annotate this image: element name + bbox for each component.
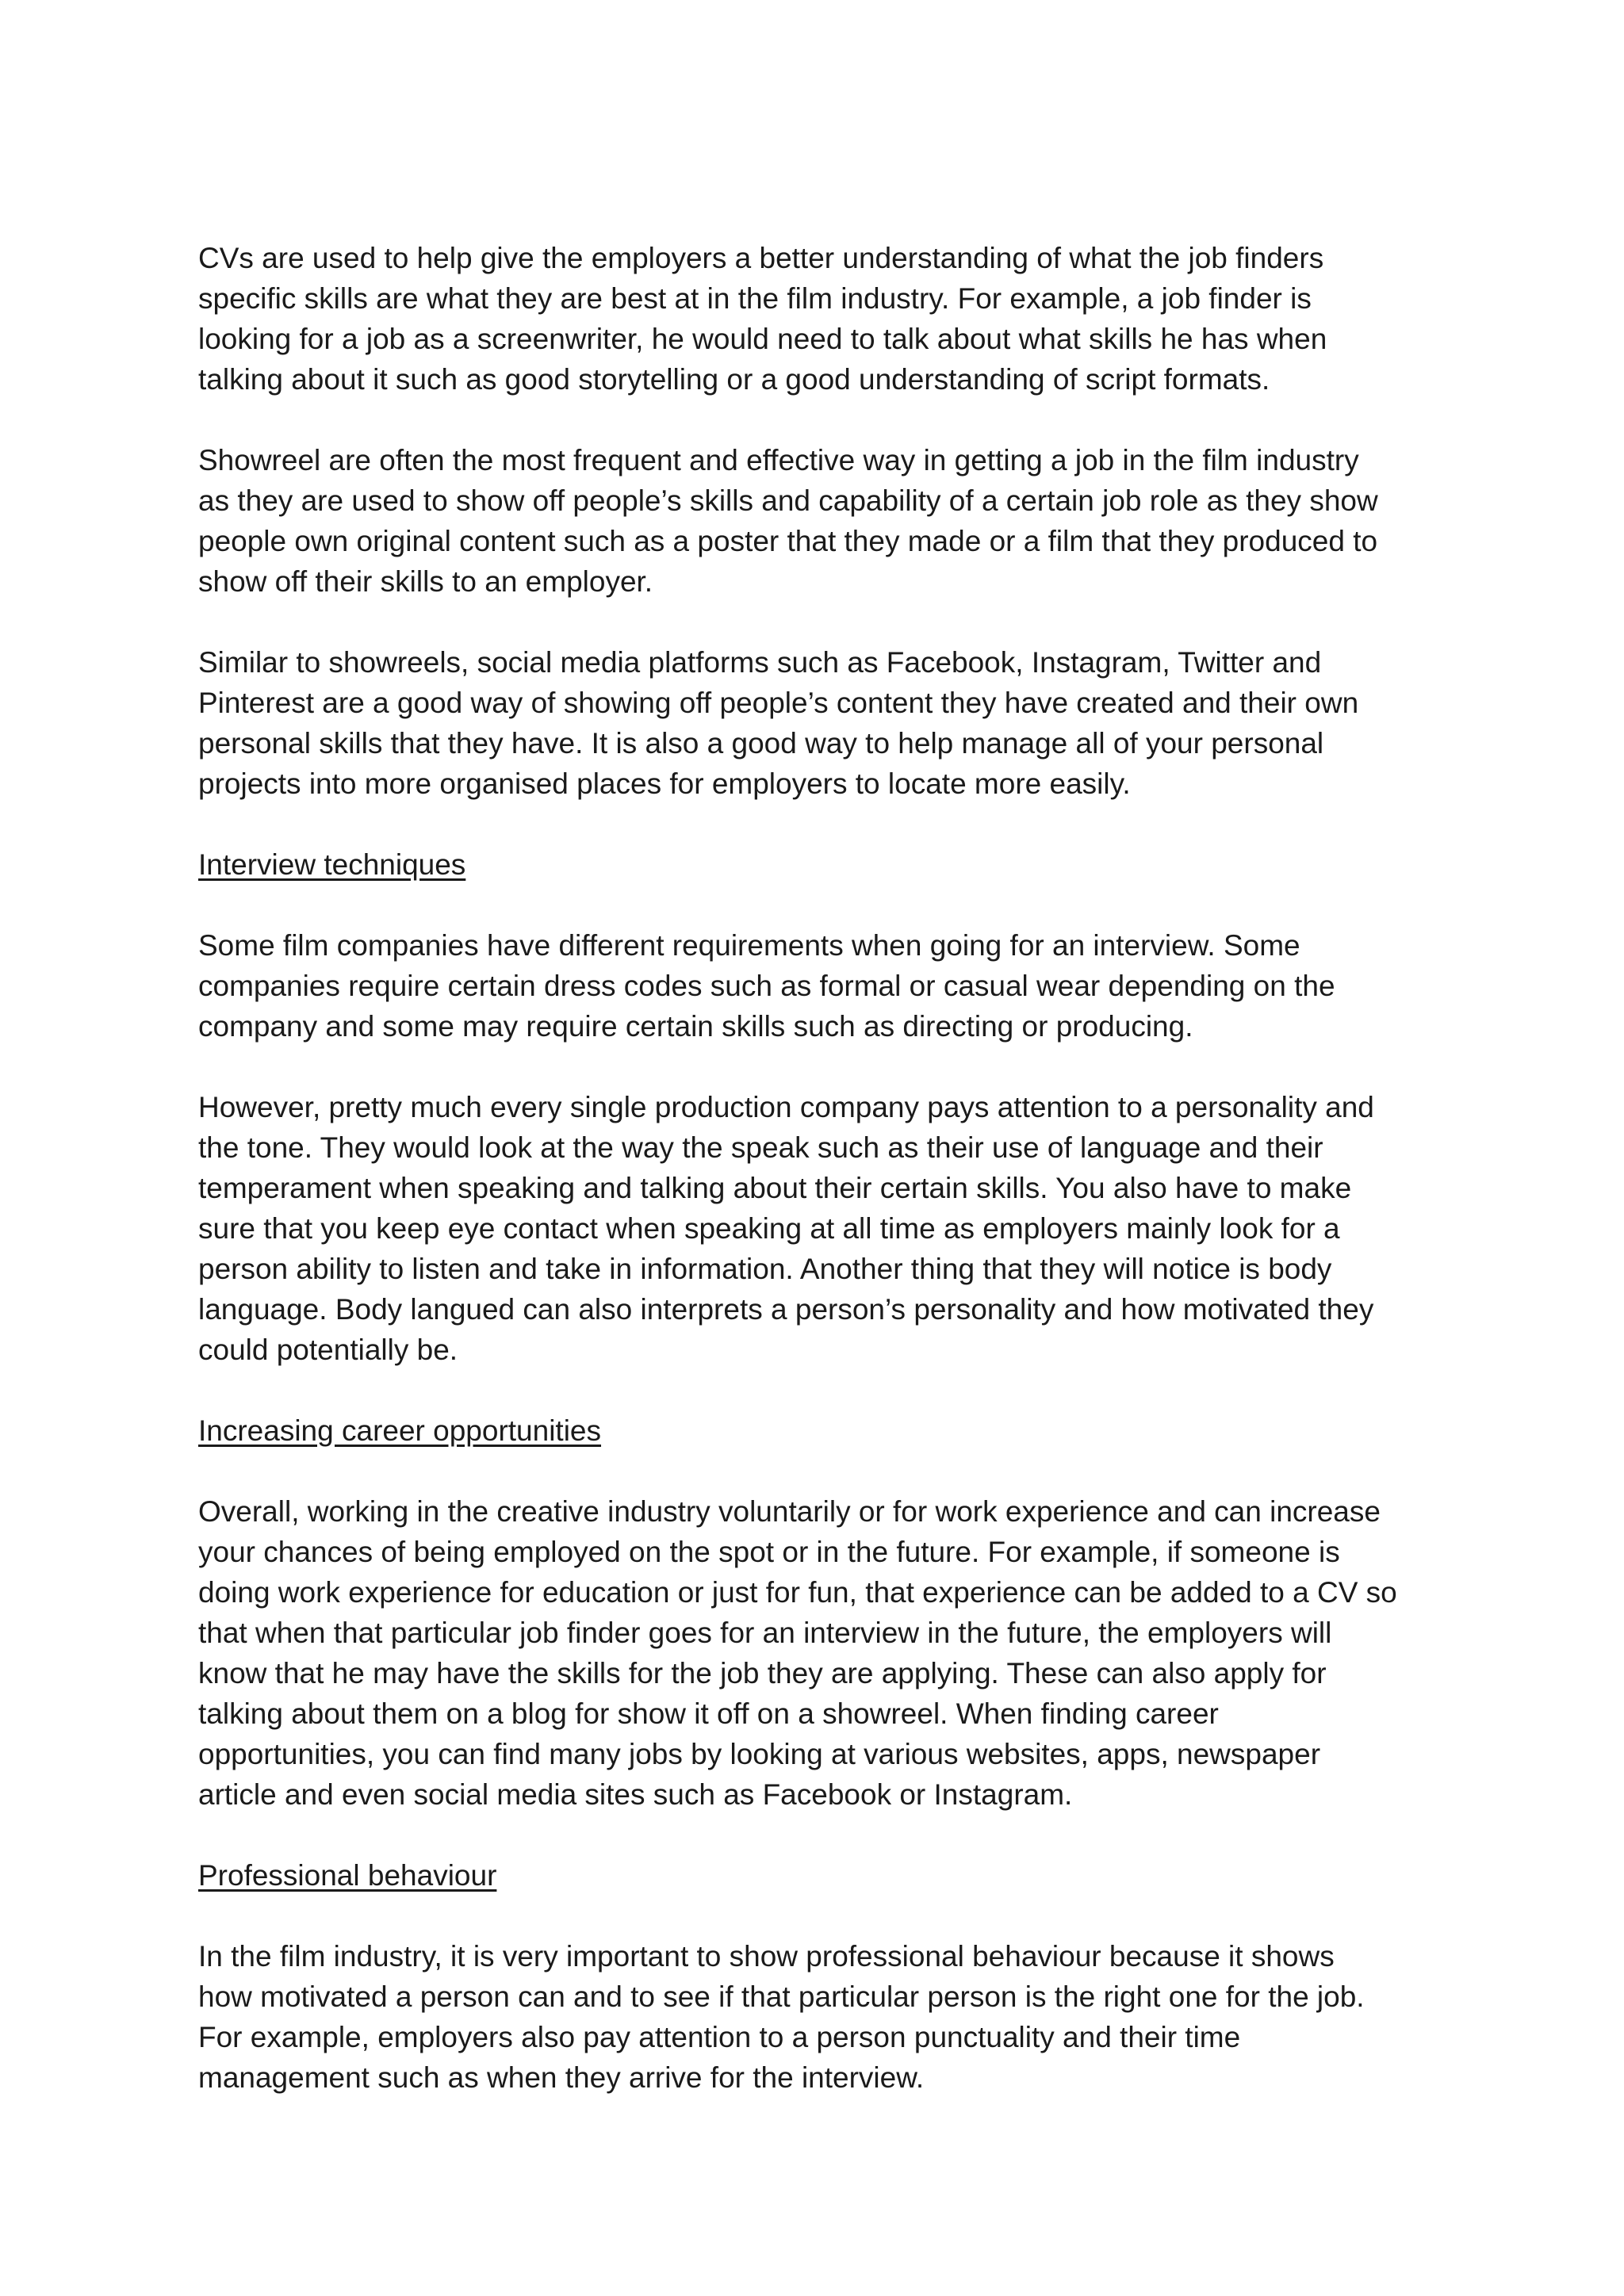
text-line: talking about it such as good storytelling or a good understanding of script formats. bbox=[198, 363, 1270, 396]
text-line: doing work experience for education or just for fun, that experience can be added to a CV so bbox=[198, 1576, 1397, 1609]
heading-career-opportunities: Increasing career opportunities bbox=[198, 1414, 602, 1447]
text-line: For example, employers also pay attention to a person punctuality and their time bbox=[198, 2021, 1241, 2053]
paragraph-professional bbox=[198, 1936, 1467, 2098]
text-line: personal skills that they have. It is also a good way to help manage all of your personal bbox=[198, 727, 1324, 760]
text-line: specific skills are what they are best at in the film industry. For example, a job finder is bbox=[198, 282, 1312, 315]
paragraph-personality bbox=[198, 1087, 1467, 1370]
paragraph-showreel bbox=[198, 440, 1467, 602]
text-line: Overall, working in the creative industry voluntarily or for work experience and can increase bbox=[198, 1495, 1381, 1528]
text-line: management such as when they arrive for the interview. bbox=[198, 2061, 925, 2094]
text-line: talking about them on a blog for show it off on a showreel. When finding career bbox=[198, 1697, 1219, 1730]
text-line: projects into more organised places for employers to locate more easily. bbox=[198, 767, 1131, 800]
text-line: CVs are used to help give the employers a better understanding of what the job finders bbox=[198, 242, 1324, 274]
text-line: sure that you keep eye contact when speaking at all time as employers mainly look for a bbox=[198, 1212, 1340, 1245]
text-line: your chances of being employed on the spot or in the future. For example, if someone is bbox=[198, 1536, 1340, 1568]
paragraph-career bbox=[198, 1491, 1467, 1815]
text-line: temperament when speaking and talking about their certain skills. You also have to make bbox=[198, 1172, 1352, 1204]
text-line: how motivated a person can and to see if that particular person is the right one for the job. bbox=[198, 1980, 1365, 2013]
text-line: looking for a job as a screenwriter, he would need to talk about what skills he has when bbox=[198, 323, 1327, 355]
paragraph-requirements bbox=[198, 925, 1467, 1047]
text-line: language. Body langued can also interprets a person’s personality and how motivated they bbox=[198, 1293, 1374, 1326]
text-line: the tone. They would look at the way the speak such as their use of language and their bbox=[198, 1131, 1323, 1164]
text-line: Pinterest are a good way of showing off people’s content they have created and their own bbox=[198, 687, 1359, 719]
text-line: In the film industry, it is very important to show professional behaviour because it shows bbox=[198, 1940, 1335, 1973]
text-line: person ability to listen and take in information. Another thing that they will notice is body bbox=[198, 1253, 1332, 1285]
text-line: Some film companies have different requirements when going for an interview. Some bbox=[198, 929, 1300, 962]
text-line: article and even social media sites such as Facebook or Instagram. bbox=[198, 1778, 1073, 1811]
heading-interview-techniques: Interview techniques bbox=[198, 848, 466, 881]
text-line: as they are used to show off people’s skills and capability of a certain job role as they show bbox=[198, 484, 1378, 517]
text-line: show off their skills to an employer. bbox=[198, 565, 653, 598]
text-line: could potentially be. bbox=[198, 1334, 458, 1366]
paragraph-cvs bbox=[198, 238, 1467, 400]
text-line: know that he may have the skills for the job they are applying. These can also apply for bbox=[198, 1657, 1327, 1689]
paragraph-social-media bbox=[198, 642, 1467, 804]
text-line: company and some may require certain skills such as directing or producing. bbox=[198, 1010, 1193, 1043]
text-line: However, pretty much every single production company pays attention to a personality and bbox=[198, 1091, 1374, 1123]
text-line: companies require certain dress codes such as formal or casual wear depending on the bbox=[198, 970, 1335, 1002]
text-line: opportunities, you can find many jobs by looking at various websites, apps, newspaper bbox=[198, 1738, 1321, 1770]
document-page bbox=[198, 238, 1467, 2138]
text-line: Showreel are often the most frequent and effective way in getting a job in the film industry bbox=[198, 444, 1359, 476]
text-line: that when that particular job finder goes for an interview in the future, the employers will bbox=[198, 1617, 1332, 1649]
text-line: people own original content such as a poster that they made or a film that they produced to bbox=[198, 525, 1378, 557]
heading-professional-behaviour: Professional behaviour bbox=[198, 1859, 497, 1892]
text-line: Similar to showreels, social media platforms such as Facebook, Instagram, Twitter and bbox=[198, 646, 1322, 679]
